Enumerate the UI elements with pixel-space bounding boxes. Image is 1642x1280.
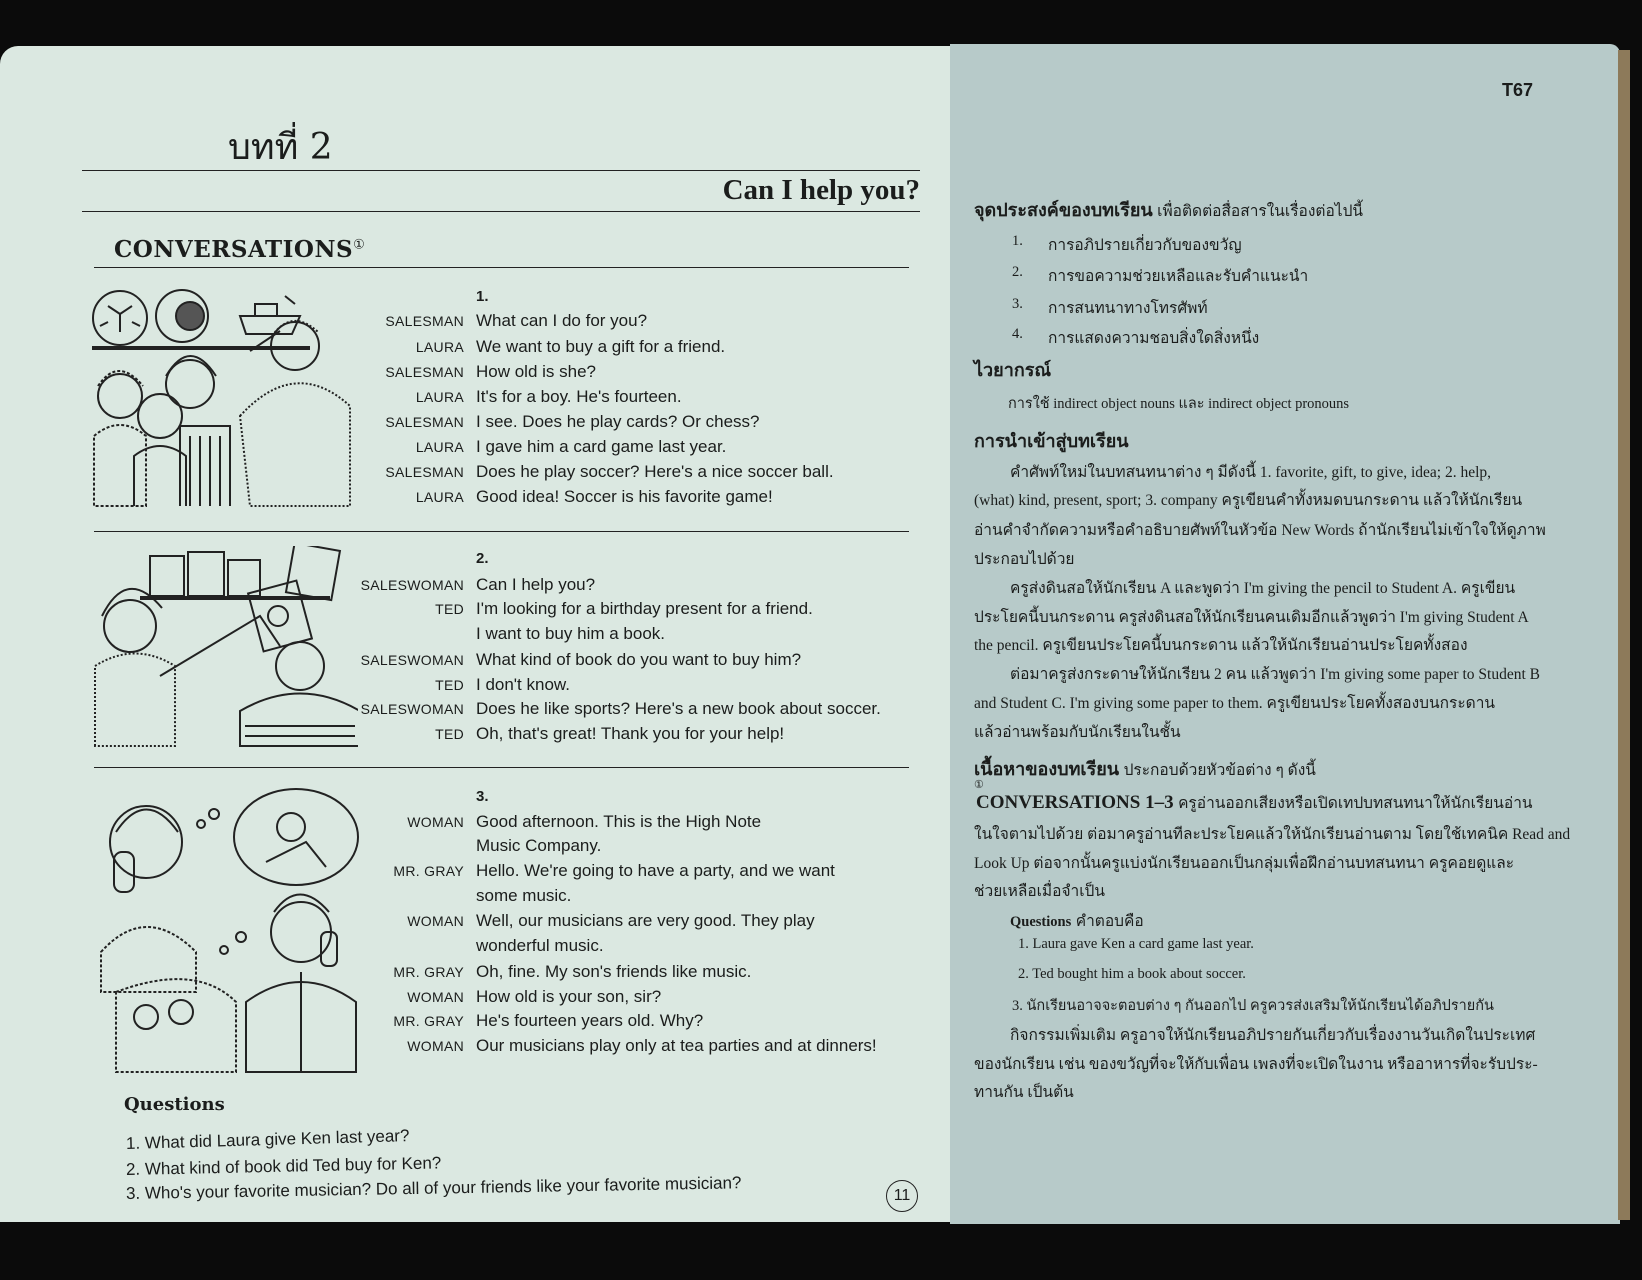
speaker-label: TED (435, 677, 464, 693)
speaker-label: TED (435, 601, 464, 617)
objectives-intro: เพื่อติดต่อสื่อสารในเรื่องต่อไปนี้ (1157, 203, 1363, 220)
divider (94, 267, 909, 268)
objective-item: การอภิปรายเกี่ยวกับของขวัญ (1048, 237, 1242, 254)
answers-heading: Questions (1010, 914, 1072, 930)
conv-line: ครูอ่านออกเสียงหรือเปิดเทปบทสนทนาให้นักเรียนอ่าน (1178, 795, 1533, 812)
dialogue-line: What kind of book do you want to buy him? (476, 650, 802, 669)
speaker-label: LAURA (415, 339, 464, 355)
objective-number: 1. (1012, 233, 1023, 249)
dialogue-line: What can I do for you? (476, 311, 648, 330)
dialogue-line: How old is she? (476, 362, 597, 381)
lesson-title: Can I help you? (722, 174, 920, 206)
section-marker: ① (353, 237, 366, 253)
conv-paragraph (976, 790, 1533, 815)
dialogue-line: I'm looking for a birthday present for a friend. (476, 599, 813, 618)
intro-line: แล้วอ่านพร้อมกับนักเรียนในชั้น (974, 724, 1181, 741)
answer-item: 3. นักเรียนอาจจะตอบต่าง ๆ กันออกไป ครูควรส่งเสริมให้นักเรียนได้อภิปรายกัน (1012, 998, 1494, 1014)
speaker-label: MR. GRAY (393, 964, 464, 980)
question-item: 3. Who's your favorite musician? Do all of your friends like your favorite musician? (125, 1173, 742, 1203)
answer-item: 2. Ted bought him a book about soccer. (1018, 966, 1246, 982)
dialogue-line: Well, our musicians are very good. They play (476, 911, 815, 930)
conv-line: ในใจตามไปด้วย ต่อมาครูอ่านทีละประโยคแล้วให้นักเรียนอ่านตาม โดยใช้เทคนิค Read and (974, 826, 1571, 843)
dialogue-line: wonderful music. (476, 936, 604, 955)
speaker-label: SALESMAN (385, 464, 464, 480)
objectives-header (974, 195, 1363, 224)
speaker-label: TED (435, 726, 464, 742)
question-item: 2. What kind of book did Ted buy for Ken? (125, 1153, 442, 1179)
objectives-heading: จุดประสงค์ของบทเรียน (974, 200, 1153, 221)
speaker-label: WOMAN (407, 814, 464, 830)
dialogue-line: It's for a boy. He's fourteen. (476, 387, 682, 406)
divider (94, 767, 909, 768)
dialogue-line: some music. (476, 886, 572, 905)
dialogue-line: We want to buy a gift for a friend. (476, 337, 726, 356)
intro-line: ประโยคนี้บนกระดาน ครูส่งดินสอให้นักเรียนคนเดิมอีกแล้วพูดว่า I'm giving Student A (974, 609, 1529, 626)
intro-line: ต่อมาครูส่งกระดาษให้นักเรียน 2 คน แล้วพูดว่า I'm giving some paper to Student B (1010, 666, 1540, 683)
illustration-gift-shop (90, 286, 358, 516)
intro-line: ครูส่งดินสอให้นักเรียน A และพูดว่า I'm giving the pencil to Student A. ครูเขียน (1010, 580, 1516, 597)
conv-marker: ① (974, 779, 984, 791)
objective-item: การขอความช่วยเหลือและรับคำแนะนำ (1048, 268, 1309, 285)
intro-line: (what) kind, present, sport; 3. company ครูเขียนคำทั้งหมดบนกระดาน แล้วให้นักเรียน (974, 492, 1523, 509)
illustration-bookstore (90, 546, 358, 752)
speaker-label: LAURA (415, 489, 464, 505)
content-header (974, 754, 1316, 783)
intro-heading: การนำเข้าสู่บทเรียน (974, 431, 1129, 452)
extra-activity-line: ของนักเรียน เช่น ของขวัญที่จะให้กับเพื่อน เพลงที่จะเปิดในงาน หรืออาหารที่จะรับประ- (974, 1056, 1538, 1073)
page-number-right: T67 (1502, 80, 1534, 100)
speaker-label: WOMAN (407, 989, 464, 1005)
section-heading-text: CONVERSATIONS (114, 236, 354, 263)
section-heading (114, 236, 365, 263)
speaker-label: WOMAN (407, 1038, 464, 1054)
speaker-label: SALESWOMAN (360, 701, 464, 717)
extra-activity-line: ทานกัน เป็นต้น (974, 1084, 1074, 1101)
dialogue-line: Music Company. (476, 836, 602, 855)
dialogue-line: Our musicians play only at tea parties and at dinners! (476, 1036, 877, 1055)
page-edge (1618, 50, 1630, 1220)
dialogue-line: I gave him a card game last year. (476, 437, 727, 456)
conv-label: CONVERSATIONS 1–3 (976, 792, 1174, 813)
dialogue-line: Oh, fine. My son's friends like music. (476, 962, 752, 981)
speaker-label: WOMAN (407, 913, 464, 929)
objective-number: 3. (1012, 296, 1023, 312)
answers-header (1010, 908, 1144, 933)
intro-line: อ่านคำจำกัดความหรือคำอธิบายศัพท์ในหัวข้อ New Words ถ้านักเรียนไม่เข้าใจให้ดูภาพ (974, 522, 1546, 539)
extra-activity-line: กิจกรรมเพิ่มเติม ครูอาจให้นักเรียนอภิปรายกันเกี่ยวกับเรื่องงานวันเกิดในประเทศ (1010, 1027, 1536, 1044)
objective-item: การสนทนาทางโทรศัพท์ (1048, 300, 1208, 317)
dialogue-line: Oh, that's great! Thank you for your help! (476, 724, 785, 743)
questions-heading: Questions (124, 1094, 225, 1115)
dialogue-line: Hello. We're going to have a party, and we want (476, 861, 835, 880)
grammar-heading: ไวยากรณ์ (974, 360, 1052, 381)
speaker-label: SALESMAN (385, 414, 464, 430)
objective-number: 4. (1012, 326, 1023, 342)
intro-line: คำศัพท์ใหม่ในบทสนทนาต่าง ๆ มีดังนี้ 1. favorite, gift, to give, idea; 2. help, (1010, 464, 1492, 481)
conversation-number: 3. (476, 788, 489, 805)
divider (94, 531, 909, 532)
dialogue-line: Does he like sports? Here's a new book about soccer. (476, 699, 881, 718)
speaker-label: MR. GRAY (393, 1013, 464, 1029)
conv-line: ช่วยเหลือเมื่อจำเป็น (974, 883, 1105, 900)
divider (82, 170, 920, 171)
intro-line: the pencil. ครูเขียนประโยคนี้บนกระดาน แล้วให้นักเรียนอ่านประโยคทั้งสอง (974, 637, 1468, 654)
objective-number: 2. (1012, 264, 1023, 280)
dialogue-line: Good afternoon. This is the High Note (476, 812, 762, 831)
conv-line: Look Up ต่อจากนั้นครูแบ่งนักเรียนออกเป็นกลุ่มเพื่อฝึกอ่านบทสนทนา ครูคอยดูและ (974, 855, 1515, 872)
speaker-label: SALESWOMAN (360, 652, 464, 668)
grammar-text: การใช้ indirect object nouns และ indirect object pronouns (1008, 396, 1350, 412)
dialogue-line: Good idea! Soccer is his favorite game! (476, 487, 773, 506)
intro-line: and Student C. I'm giving some paper to them. ครูเขียนประโยคทั้งสองบนกระดาน (974, 695, 1496, 712)
speaker-label: SALESMAN (385, 313, 464, 329)
illustration-phone-call (96, 782, 364, 1082)
divider (82, 211, 920, 212)
page-number-left: 11 (886, 1180, 918, 1212)
dialogue-line: Can I help you? (476, 575, 596, 594)
question-item: 1. What did Laura give Ken last year? (125, 1126, 410, 1153)
speaker-label: MR. GRAY (393, 863, 464, 879)
dialogue-line: How old is your son, sir? (476, 987, 662, 1006)
content-heading: เนื้อหาของบทเรียน (974, 759, 1120, 780)
speaker-label: LAURA (415, 439, 464, 455)
conversation-number: 1. (476, 288, 489, 305)
chapter-title: บทที่ 2 (228, 127, 333, 168)
speaker-label: LAURA (415, 389, 464, 405)
dialogue-line: He's fourteen years old. Why? (476, 1011, 704, 1030)
content-intro: ประกอบด้วยหัวข้อต่าง ๆ ดังนี้ (1123, 762, 1316, 779)
dialogue-line: I see. Does he play cards? Or chess? (476, 412, 760, 431)
dialogue-line: Does he play soccer? Here's a nice soccer ball. (476, 462, 834, 481)
answers-intro: คำตอบคือ (1075, 913, 1144, 930)
speaker-label: SALESWOMAN (360, 577, 464, 593)
intro-line: ประกอบไปด้วย (974, 551, 1075, 568)
conversation-number: 2. (476, 550, 489, 567)
speaker-label: SALESMAN (385, 364, 464, 380)
dialogue-line: I want to buy him a book. (476, 624, 665, 643)
dialogue-line: I don't know. (476, 675, 570, 694)
answer-item: 1. Laura gave Ken a card game last year. (1018, 936, 1254, 952)
objective-item: การแสดงความชอบสิ่งใดสิ่งหนึ่ง (1048, 330, 1260, 347)
